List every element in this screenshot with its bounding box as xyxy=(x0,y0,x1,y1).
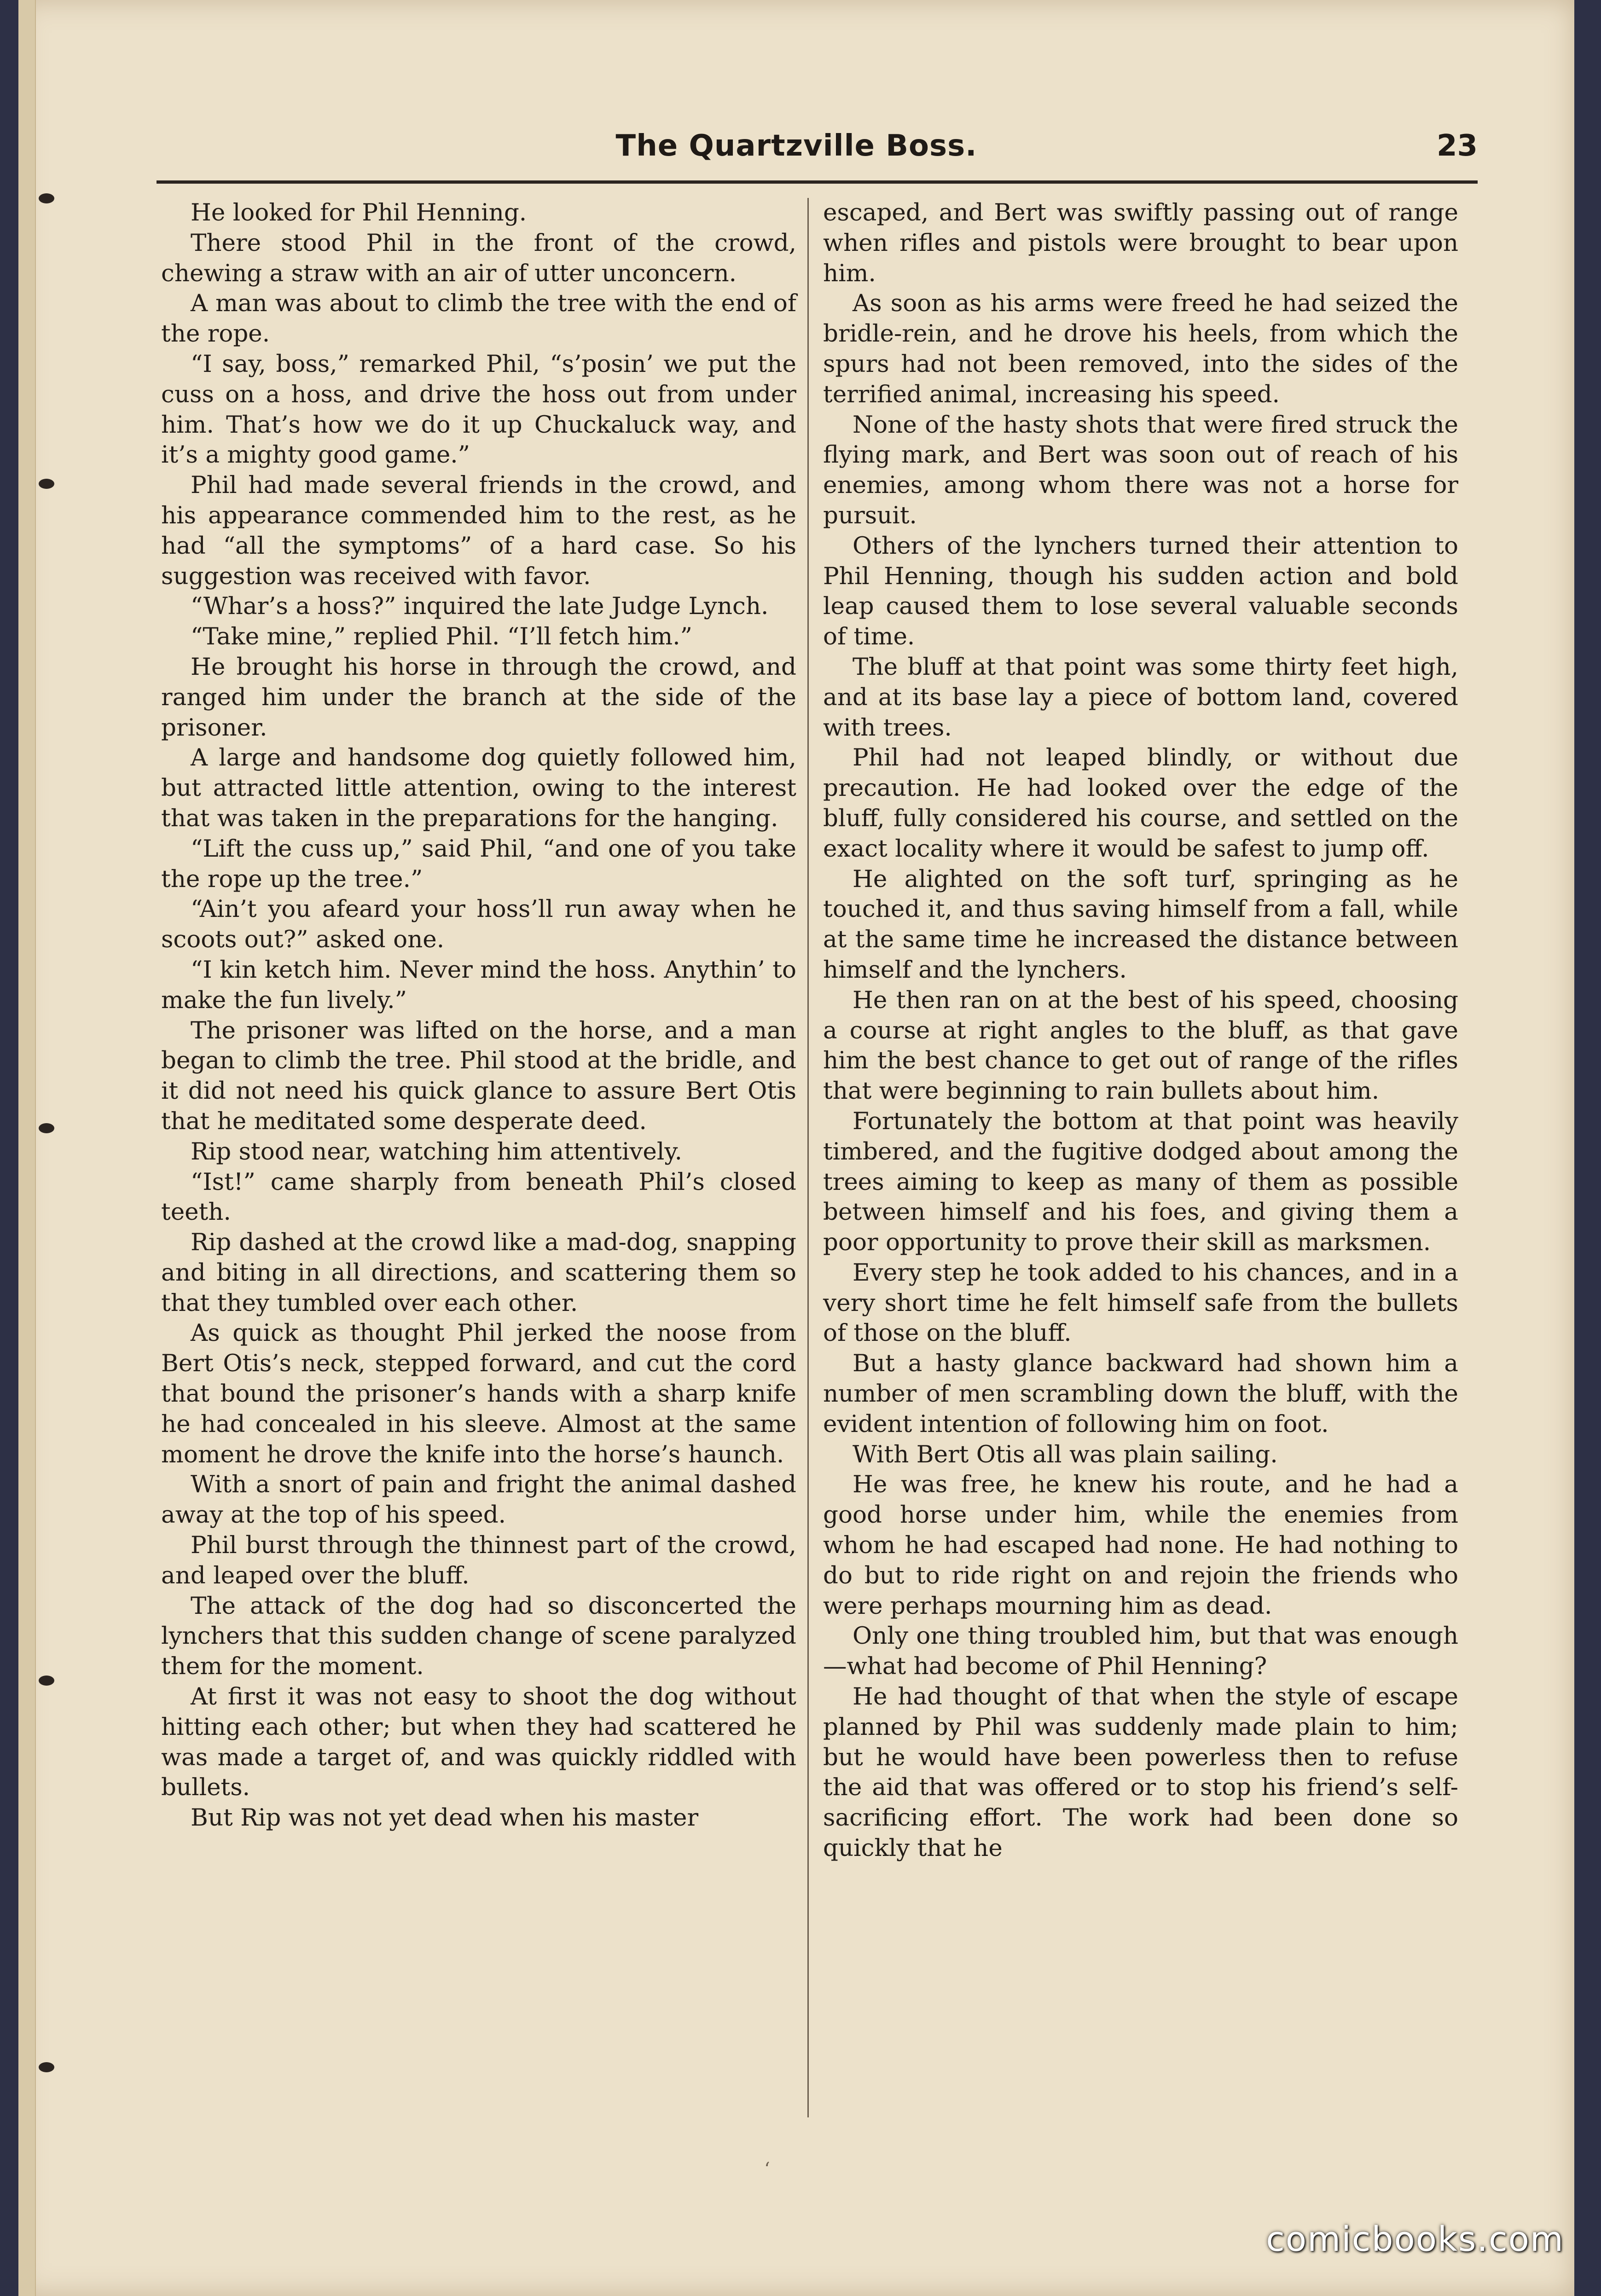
paragraph: There stood Phil in the front of the crowd, chewing a straw with an air of utter unconcern. xyxy=(161,229,796,287)
paragraph: “Lift the cuss up,” said Phil, “and one of you take the rope up the tree.” xyxy=(161,835,796,893)
paragraph: Phil had not leaped blindly, or without due precaution. He had looked over the edge of the bluff, fully considered his course, and settled on the exact locality where it would be safest to jump off. xyxy=(823,744,1458,863)
paragraph: With Bert Otis all was plain sailing. xyxy=(853,1440,1278,1468)
paragraph: He alighted on the soft turf, springing as he touched it, and thus saving himself from a fall, while at the same time he increased the distance between himself and the lynchers. xyxy=(823,865,1458,984)
paragraph: Rip stood near, watching him attentively. xyxy=(191,1137,682,1165)
page-binding xyxy=(18,0,36,2296)
running-title: The Quartzville Boss. xyxy=(615,129,977,163)
binding-stitch xyxy=(39,193,54,203)
paragraph: He brought his horse in through the crowd, and ranged him under the branch at the side of the prisoner. xyxy=(161,653,796,742)
paragraph: But a hasty glance backward had shown him a number of men scrambling down the bluff, with the evident intention of following him on foot. xyxy=(823,1350,1458,1438)
binding-stitch xyxy=(39,1676,54,1686)
paragraph: “Take mine,” replied Phil. “I’ll fetch him.” xyxy=(191,623,692,651)
magazine-page xyxy=(18,0,1574,2296)
paragraph: Phil burst through the thinnest part of the crowd, and leaped over the bluff. xyxy=(161,1531,796,1589)
paragraph: “Ain’t you afeard your hoss’ll run away when he scoots out?” asked one. xyxy=(161,895,796,954)
header-rule xyxy=(157,180,1478,184)
paragraph: The attack of the dog had so disconcerted the lynchers that this sudden change of scene paralyzed them for the moment. xyxy=(161,1592,796,1681)
paragraph: He had thought of that when the style of escape planned by Phil was suddenly made plain to him; but he would have been powerless then to refuse the aid that was offered or to stop his friend’s self-sacrificing effort. The work had been done so quickly that he xyxy=(823,1683,1458,1862)
paragraph: Others of the lynchers turned their attention to Phil Henning, though his sudden action and bold leap caused them to lose several valuable seconds of time. xyxy=(823,532,1458,651)
paragraph: The prisoner was lifted on the horse, and a man began to climb the tree. Phil stood at the bridle, and it did not need his quick glance to assure Bert Otis that he meditated some desperate deed. xyxy=(161,1016,796,1135)
paragraph: He was free, he knew his route, and he had a good horse under him, while the enemies from whom he had escaped had none. He had nothing to do but to ride right on and rejoin the friends who were perhaps mourning him as dead. xyxy=(823,1471,1458,1620)
paragraph: “I kin ketch him. Never mind the hoss. Anythin’ to make the fun lively.” xyxy=(161,956,796,1014)
page-number: 23 xyxy=(1436,129,1478,163)
binding-stitch xyxy=(39,2062,54,2072)
printer-mark: ʻ xyxy=(764,2159,770,2180)
page-header xyxy=(18,120,1574,170)
paragraph: Rip dashed at the crowd like a mad-dog, snapping and biting in all directions, and scattering them so that they tumbled over each other. xyxy=(161,1229,796,1317)
paragraph: None of the hasty shots that were fired struck the flying mark, and Bert was soon out of reach of his enemies, among whom there was not a horse for pursuit. xyxy=(823,411,1458,529)
column-divider xyxy=(807,198,809,2117)
paragraph: The bluff at that point was some thirty feet high, and at its base lay a piece of bottom land, covered with trees. xyxy=(823,653,1458,742)
paragraph: With a snort of pain and fright the animal dashed away at the top of his speed. xyxy=(161,1471,796,1529)
paragraph: As quick as thought Phil jerked the noose from Bert Otis’s neck, stepped forward, and cut the cord that bound the prisoner’s hands with a sharp knife he had concealed in his sleeve. Almost at the same moment he drove the knife into the horse’s haunch. xyxy=(161,1319,796,1468)
text-column-right xyxy=(823,198,1458,2150)
paragraph: As soon as his arms were freed he had seized the bridle-rein, and he drove his heels, from which the spurs had not been removed, into the sides of the terrified animal, increasing his speed. xyxy=(823,290,1458,408)
paragraph: Only one thing troubled him, but that was enough—what had become of Phil Henning? xyxy=(823,1622,1458,1681)
paragraph-continuation: escaped, and Bert was swiftly passing out of range when rifles and pistols were brought to bear upon him. xyxy=(823,199,1458,287)
paragraph: At first it was not easy to shoot the dog without hitting each other; but when they had scattered he was made a target of, and was quickly riddled with bullets. xyxy=(161,1683,796,1802)
paragraph: He looked for Phil Henning. xyxy=(191,199,527,226)
paragraph: Fortunately the bottom at that point was heavily timbered, and the fugitive dodged about among the trees aiming to keep as many of them as possible between himself and his foes, and giving them a poor opportunity to prove their skill as marksmen. xyxy=(823,1107,1458,1257)
paragraph: Phil had made several friends in the crowd, and his appearance commended him to the rest, as he had “all the symptoms” of a hard case. So his suggestion was received with favor. xyxy=(161,471,796,590)
text-column-left xyxy=(161,198,796,2150)
paragraph: “I say, boss,” remarked Phil, “s’posin’ we put the cuss on a hoss, and drive the hoss out from under him. That’s how we do it up Chuckaluck way, and it’s a mighty good game.” xyxy=(161,350,796,469)
binding-stitch xyxy=(39,1123,54,1133)
paragraph: “Ist!” came sharply from beneath Phil’s closed teeth. xyxy=(161,1168,796,1226)
paragraph: He then ran on at the best of his speed, choosing a course at right angles to the bluff, as that gave him the best chance to get out of range of the rifles that were beginning to rain bullets about him. xyxy=(823,986,1458,1105)
paragraph: A man was about to climb the tree with the end of the rope. xyxy=(161,290,796,348)
paragraph: Every step he took added to his chances, and in a very short time he felt himself safe from the bullets of those on the bluff. xyxy=(823,1258,1458,1347)
paragraph: But Rip was not yet dead when his master xyxy=(191,1804,699,1832)
paragraph: “Whar’s a hoss?” inquired the late Judge Lynch. xyxy=(191,592,769,620)
watermark: comicbooks.com xyxy=(1266,2220,1564,2259)
paragraph: A large and handsome dog quietly followed him, but attracted little attention, owing to the interest that was taken in the preparations for the hanging. xyxy=(161,744,796,832)
binding-stitch xyxy=(39,479,54,489)
